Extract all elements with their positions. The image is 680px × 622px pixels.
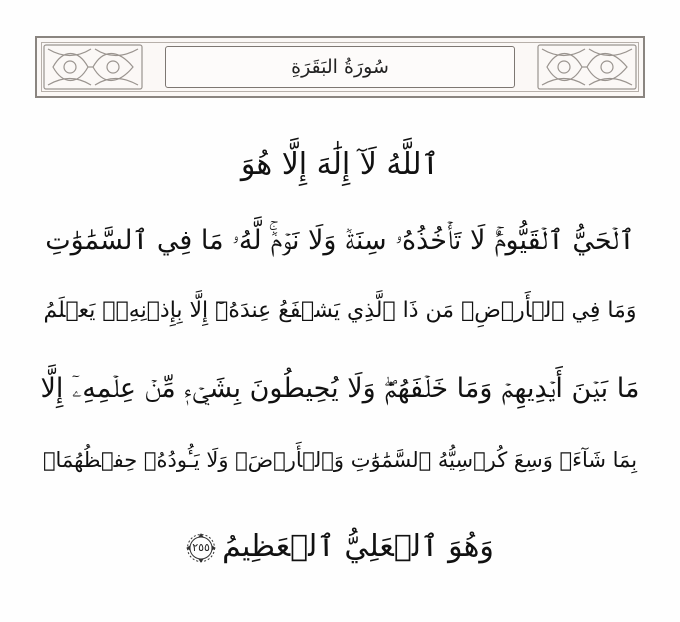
ornament-left-icon [43,44,143,90]
verse-line-6: وَهُوَ ٱلۡعَلِيُّ ٱلۡعَظِيمُ [222,529,494,564]
verse-line-2: ٱلۡحَيُّ ٱلۡقَيُّومُۚ لَا تَأۡخُذُهُۥ سِنَةٞ وَلَا نَوۡمٞۚ لَّهُۥ مَا فِي ٱلسَّمَٰوَٰتِ [45,225,635,256]
verse-line-5: بِمَا شَآءَۚ وَسِعَ كُرۡسِيُّهُ ٱلسَّمَٰوَٰتِ وَٱلۡأَرۡضَۖ وَلَا يَـُٔودُهُۥ حِفۡظُهُمَاۚ [42,448,638,472]
ayah-end-marker [186,533,216,563]
ornament-right-icon [537,44,637,90]
surah-header-banner [35,36,645,98]
surah-name-box [165,46,515,88]
verse-line-1: ٱللَّهُ لَآ إِلَٰهَ إِلَّا هُوَ [240,147,440,182]
surah-title: سُورَةُ البَقَرَةِ [291,56,389,78]
verse-line-3: وَمَا فِي ٱلۡأَرۡضِۗ مَن ذَا ٱلَّذِي يَشۡفَعُ عِندَهُۥٓ إِلَّا بِإِذۡنِهِۦۚ يَعۡلَمُ [43,298,637,323]
verse-line-6-wrapper [40,529,640,564]
ayah-number: ٢٥٥ [192,541,210,554]
verse-line-4: مَا بَيۡنَ أَيۡدِيهِمۡ وَمَا خَلۡفَهُمۡۖ وَلَا يُحِيطُونَ بِشَيۡءٖ مِّنۡ عِلۡمِهِۦٓ إِلَّا [40,373,640,404]
